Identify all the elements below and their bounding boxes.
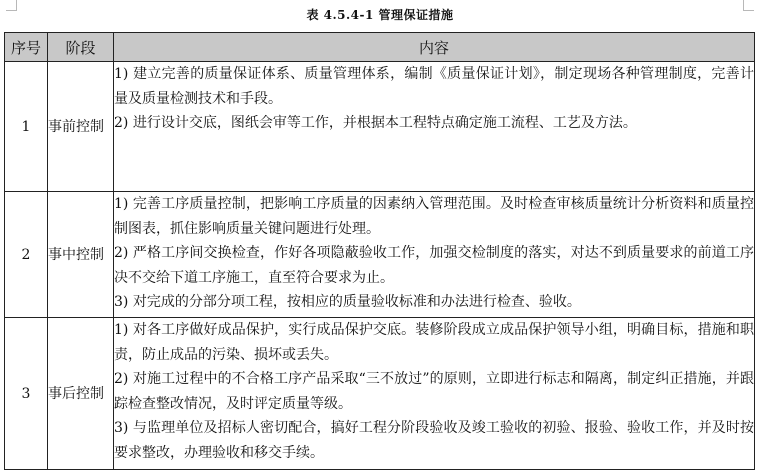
content-item: 2) 进行设计交底，图纸会审等工作，并根据本工程特点确定施工流程、工艺及方法。	[114, 115, 637, 132]
content-item: 1) 建立完善的质量保证体系、质量管理体系，编制《质量保证计划》，制定现场各种管理制度，完善计量及质量检测技术和手段。	[114, 66, 754, 107]
header-stage: 阶段	[48, 33, 114, 62]
row-content	[114, 62, 755, 192]
row-number: 2	[5, 192, 48, 318]
header-content: 内容	[114, 33, 755, 62]
header-row	[5, 33, 755, 62]
table-row	[5, 62, 755, 192]
management-measures-table	[4, 32, 755, 470]
row-number: 3	[5, 318, 48, 470]
row-stage: 事中控制	[48, 192, 114, 318]
row-stage: 事前控制	[48, 62, 114, 192]
row-number: 1	[5, 62, 48, 192]
table-row	[5, 318, 755, 470]
header-number: 序号	[5, 33, 48, 62]
content-item: 1) 完善工序质量控制，把影响工序质量的因素纳入管理范围。及时检查审核质量统计分析资料和质量控制图表，抓住影响质量关键问题进行处理。	[114, 196, 754, 237]
content-item: 2) 严格工序间交换检查，作好各项隐蔽验收工作，加强交检制度的落实，对达不到质量要求的前道工序决不交给下道工序施工，直至符合要求为止。	[114, 245, 754, 286]
table-row	[5, 192, 755, 318]
row-content	[114, 192, 755, 318]
content-item: 3) 与监理单位及招标人密切配合，搞好工程分阶段验收及竣工验收的初验、报验、验收工作，并及时按要求整改，办理验收和移交手续。	[114, 420, 754, 461]
row-content	[114, 318, 755, 470]
table-caption: 表 4.5.4-1 管理保证措施	[306, 8, 454, 22]
content-item: 2) 对施工过程中的不合格工序产品采取“三不放过”的原则，立即进行标志和隔离，制定纠正措施，并跟踪检查整改情况，及时评定质量等级。	[114, 371, 754, 412]
row-stage: 事后控制	[48, 318, 114, 470]
content-item: 3) 对完成的分部分项工程，按相应的质量验收标准和办法进行检查、验收。	[114, 294, 581, 311]
content-item: 1) 对各工序做好成品保护，实行成品保护交底。装修阶段成立成品保护领导小组，明确目标，措施和职责，防止成品的污染、损坏或丢失。	[114, 322, 754, 363]
